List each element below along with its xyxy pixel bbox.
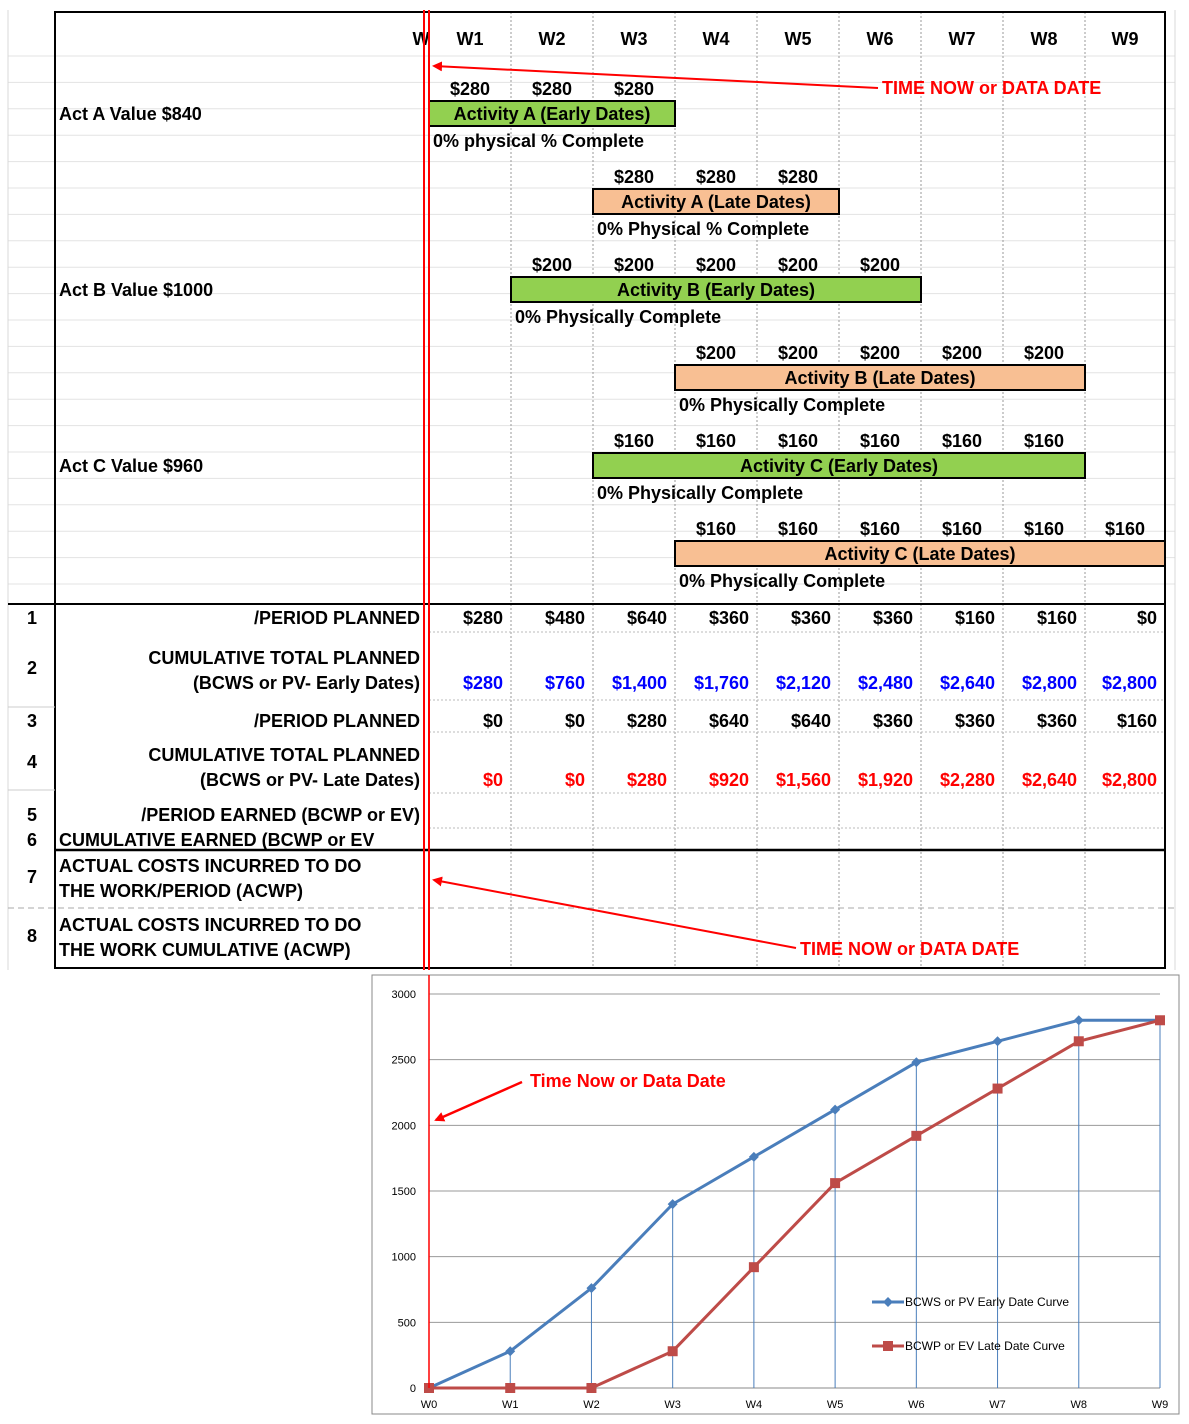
percent-complete-label: 0% Physically Complete — [679, 395, 886, 415]
activity-amount: $280 — [695, 167, 737, 187]
legend-label: BCWS or PV Early Date Curve — [905, 1295, 1070, 1309]
week-header: W8 — [1030, 29, 1058, 49]
summary-value: $920 — [708, 770, 749, 790]
summary-value: $280 — [462, 608, 503, 628]
activity-amount: $160 — [941, 431, 983, 451]
y-tick-label: 500 — [397, 1317, 416, 1330]
series-point-square — [749, 1262, 759, 1272]
spreadsheet-grid — [8, 10, 1175, 970]
summary-value: $360 — [790, 608, 831, 628]
week-header: W9 — [1111, 29, 1139, 49]
row-number: 3 — [26, 711, 38, 731]
row-number: 7 — [26, 867, 38, 887]
activity-amount: $280 — [777, 167, 819, 187]
activity-amount: $280 — [613, 79, 655, 99]
summary-table — [8, 604, 1175, 960]
summary-value: $2,800 — [1101, 673, 1157, 693]
activity-amount: $160 — [1104, 519, 1146, 539]
row-number: 2 — [26, 658, 38, 678]
summary-value: $0 — [1136, 608, 1157, 628]
summary-row-label: CUMULATIVE TOTAL PLANNED — [148, 745, 420, 765]
series-point-square — [505, 1383, 515, 1393]
series-point-square — [911, 1131, 921, 1141]
x-tick-label: W2 — [583, 1399, 600, 1411]
summary-value: $160 — [1116, 711, 1157, 731]
activity-amount: $160 — [941, 519, 983, 539]
summary-value: $2,120 — [775, 673, 831, 693]
schedule-labels — [59, 29, 1145, 591]
row-number: 8 — [26, 926, 38, 946]
week-header: W6 — [866, 29, 894, 49]
activity-amount: $200 — [859, 255, 901, 275]
y-tick-label: 1500 — [391, 1186, 416, 1198]
activity-row-label: Act A Value $840 — [59, 104, 202, 124]
summary-value: $1,920 — [857, 770, 913, 790]
summary-row-label: (BCWS or PV- Early Dates) — [192, 673, 420, 693]
activity-amount: $160 — [695, 431, 737, 451]
legend-label: BCWP or EV Late Date Curve — [905, 1339, 1065, 1353]
s-curve-chart — [372, 975, 1179, 1414]
summary-value: $160 — [954, 608, 995, 628]
x-tick-label: W7 — [989, 1399, 1006, 1411]
summary-value: $0 — [564, 711, 585, 731]
time-now-line — [424, 10, 429, 970]
time-now-label-top: TIME NOW or DATA DATE — [882, 78, 1102, 98]
week-header: W3 — [620, 29, 648, 49]
y-tick-label: 1000 — [391, 1251, 416, 1264]
y-tick-label: 2500 — [391, 1054, 416, 1067]
activity-amount: $160 — [777, 431, 819, 451]
activity-amount: $200 — [695, 343, 737, 363]
y-tick-label: 2000 — [391, 1120, 416, 1133]
activity-amount: $160 — [1023, 431, 1065, 451]
summary-value: $2,800 — [1101, 770, 1157, 790]
summary-value: $480 — [544, 608, 585, 628]
x-tick-label: W4 — [745, 1399, 763, 1411]
activity-row-label: Act C Value $960 — [59, 456, 204, 476]
week-header: W5 — [784, 29, 812, 49]
activity-amount: $200 — [1023, 343, 1065, 363]
activity-bar-label: Activity A (Early Dates) — [453, 104, 651, 124]
summary-row-label: /PERIOD EARNED (BCWP or EV) — [141, 805, 420, 825]
activity-amount: $280 — [613, 167, 655, 187]
summary-value: $0 — [564, 770, 585, 790]
activity-amount: $200 — [531, 255, 573, 275]
series-point-square — [993, 1084, 1003, 1094]
activity-bar-label: Activity A (Late Dates) — [621, 192, 811, 212]
activity-amount: $200 — [777, 343, 819, 363]
week-header: W4 — [702, 29, 730, 49]
activity-bar-label: Activity C (Late Dates) — [824, 544, 1016, 564]
x-tick-label: W8 — [1070, 1399, 1088, 1411]
percent-complete-label: 0% Physical % Complete — [597, 219, 810, 239]
activity-amount: $280 — [531, 79, 573, 99]
percent-complete-label: 0% Physically Complete — [515, 307, 722, 327]
summary-value: $1,400 — [611, 673, 667, 693]
y-tick-label: 3000 — [391, 989, 416, 1001]
summary-value: $280 — [626, 770, 667, 790]
row-number: 6 — [26, 830, 38, 850]
activity-bar-label: Activity B (Late Dates) — [784, 368, 976, 388]
summary-value: $2,640 — [1021, 770, 1077, 790]
summary-value: $360 — [708, 608, 749, 628]
x-tick-label: W0 — [420, 1399, 438, 1411]
percent-complete-label: 0% Physically Complete — [597, 483, 804, 503]
summary-value: $360 — [872, 711, 913, 731]
series-point-square — [668, 1346, 678, 1356]
x-tick-label: W1 — [501, 1399, 519, 1411]
x-tick-label: W3 — [664, 1399, 681, 1411]
activity-amount: $160 — [777, 519, 819, 539]
summary-value: $2,480 — [857, 673, 913, 693]
summary-value: $760 — [544, 673, 585, 693]
summary-value: $360 — [954, 711, 995, 731]
series-point-square — [586, 1383, 596, 1393]
percent-complete-label: 0% Physically Complete — [679, 571, 886, 591]
summary-row-label: CUMULATIVE EARNED (BCWP or EV — [59, 830, 375, 850]
series-point-square — [830, 1178, 840, 1188]
activity-amount: $280 — [449, 79, 491, 99]
activity-amount: $160 — [859, 519, 901, 539]
activity-amount: $200 — [777, 255, 819, 275]
time-now-callout-bottom — [434, 880, 1019, 959]
summary-row-label: ACTUAL COSTS INCURRED TO DO — [59, 856, 362, 876]
summary-value: $2,800 — [1021, 673, 1077, 693]
summary-row-label: /PERIOD PLANNED — [253, 711, 420, 731]
activity-bar-label: Activity C (Early Dates) — [739, 456, 939, 476]
activity-amount: $160 — [859, 431, 901, 451]
activity-amount: $200 — [695, 255, 737, 275]
activity-row-label: Act B Value $1000 — [59, 280, 214, 300]
summary-row-label: ACTUAL COSTS INCURRED TO DO — [59, 915, 362, 935]
activity-bar-label: Activity B (Early Dates) — [616, 280, 816, 300]
week-header: W2 — [538, 29, 566, 49]
x-tick-label: W5 — [826, 1399, 844, 1411]
row-number: 1 — [26, 608, 38, 628]
row-number: 4 — [26, 752, 38, 772]
percent-complete-label: 0% physical % Complete — [433, 131, 645, 151]
summary-row-label: CUMULATIVE TOTAL PLANNED — [148, 648, 420, 668]
summary-value: $280 — [462, 673, 503, 693]
legend-marker — [883, 1341, 893, 1351]
activity-amount: $160 — [1023, 519, 1065, 539]
summary-row-label: /PERIOD PLANNED — [253, 608, 420, 628]
summary-value: $640 — [790, 711, 831, 731]
summary-value: $640 — [708, 711, 749, 731]
summary-value: $0 — [482, 770, 503, 790]
activity-amount: $200 — [941, 343, 983, 363]
series-point-square — [1155, 1015, 1165, 1025]
summary-value: $160 — [1036, 608, 1077, 628]
summary-value: $360 — [872, 608, 913, 628]
summary-value: $1,560 — [775, 770, 831, 790]
week-header: W7 — [948, 29, 976, 49]
activity-amount: $200 — [613, 255, 655, 275]
summary-value: $280 — [626, 711, 667, 731]
summary-row-label: THE WORK CUMULATIVE (ACWP) — [59, 940, 351, 960]
summary-value: $2,640 — [939, 673, 995, 693]
week-header: W1 — [456, 29, 484, 49]
activity-amount: $160 — [613, 431, 655, 451]
summary-row-label: THE WORK/PERIOD (ACWP) — [59, 881, 303, 901]
activity-amount: $200 — [859, 343, 901, 363]
summary-value: $640 — [626, 608, 667, 628]
time-now-label-bottom: TIME NOW or DATA DATE — [800, 939, 1020, 959]
chart-time-now-label: Time Now or Data Date — [530, 1071, 726, 1091]
summary-value: $0 — [482, 711, 503, 731]
activity-amount: $160 — [695, 519, 737, 539]
series-point-square — [1074, 1036, 1084, 1046]
x-tick-label: W6 — [908, 1399, 925, 1411]
summary-value: $360 — [1036, 711, 1077, 731]
y-tick-label: 0 — [409, 1383, 416, 1395]
week-header: W — [412, 29, 430, 49]
summary-row-label: (BCWS or PV- Late Dates) — [199, 770, 420, 790]
summary-value: $2,280 — [939, 770, 995, 790]
x-tick-label: W9 — [1151, 1399, 1169, 1411]
row-number: 5 — [26, 805, 38, 825]
summary-value: $1,760 — [693, 673, 749, 693]
